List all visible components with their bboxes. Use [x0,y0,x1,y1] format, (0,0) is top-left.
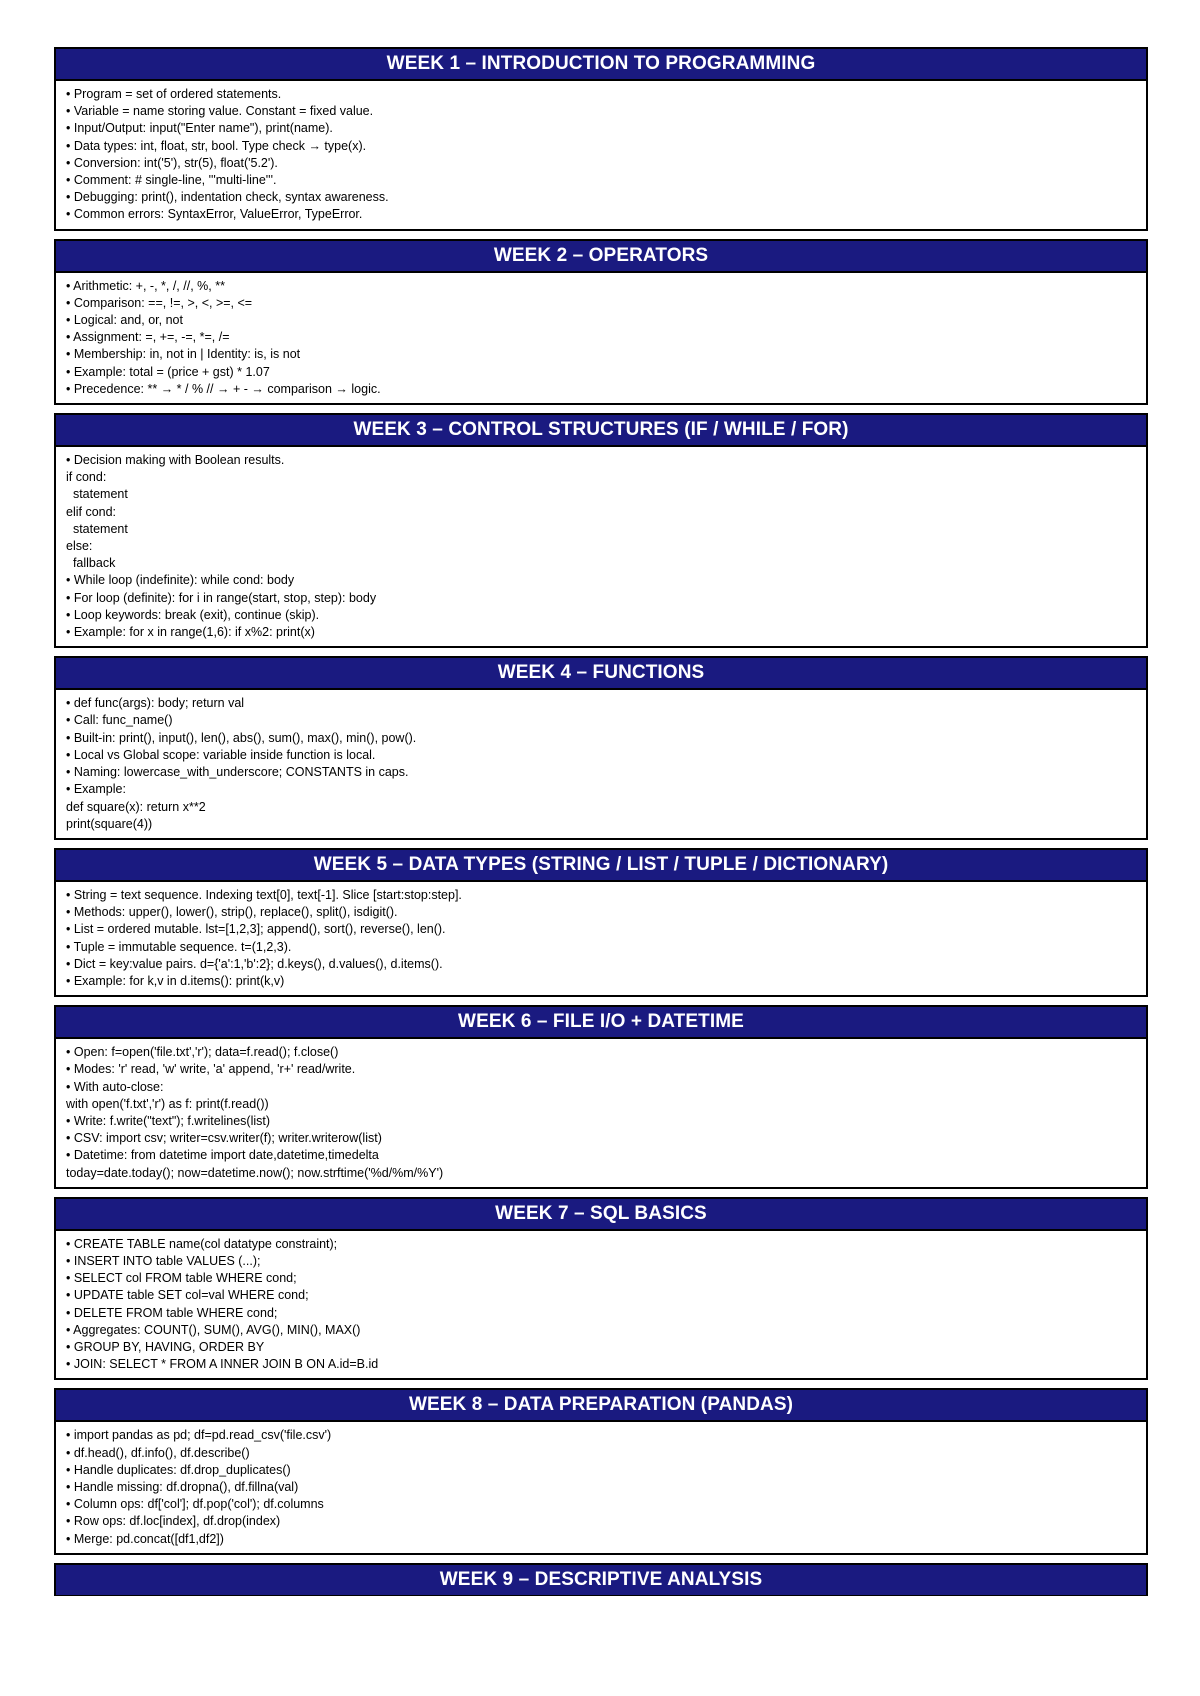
section-line: • Naming: lowercase_with_underscore; CONSTANTS in caps. [66,765,409,780]
section-line: • Handle duplicates: df.drop_duplicates() [66,1462,291,1477]
section-line: • SELECT col FROM table WHERE cond; [66,1271,297,1286]
section-line: • Example: [66,782,126,797]
week-section [54,1388,1148,1554]
section-line: • Example: total = (price + gst) * 1.07 [66,364,270,379]
section-title: WEEK 9 – DESCRIPTIVE ANALYSIS [56,1565,1146,1595]
section-line: • Precedence: ** → * / % // → + - → comparison → logic. [66,381,381,396]
section-body [56,1231,1146,1379]
section-title: WEEK 3 – CONTROL STRUCTURES (IF / WHILE / FOR) [56,415,1146,447]
section-line: • CREATE TABLE name(col datatype constraint); [66,1236,338,1251]
section-line: • String = text sequence. Indexing text[0], text[-1]. Slice [start:stop:step]. [66,887,462,902]
section-line: else: [66,539,93,554]
section-line: • Loop keywords: break (exit), continue (skip). [66,607,320,622]
section-line: • Membership: in, not in | Identity: is, is not [66,347,301,362]
section-line: print(square(4)) [66,816,153,831]
section-line: • Datetime: from datetime import date,datetime,timedelta [66,1148,379,1163]
section-line: • Modes: 'r' read, 'w' write, 'a' append, 'r+' read/write. [66,1062,356,1077]
section-line: • Program = set of ordered statements. [66,87,282,101]
section-line: • Call: func_name() [66,713,173,728]
section-line: • Methods: upper(), lower(), strip(), replace(), split(), isdigit(). [66,905,398,920]
section-line: • Data types: int, float, str, bool. Type check → type(x). [66,138,367,153]
section-line: • INSERT INTO table VALUES (...); [66,1253,261,1268]
week-section [54,47,1148,231]
week-section [54,413,1148,648]
section-line: • Row ops: df.loc[index], df.drop(index) [66,1514,281,1529]
section-line: • Logical: and, or, not [66,313,183,328]
section-line: fallback [66,556,116,571]
section-line: statement [66,487,128,502]
section-title: WEEK 2 – OPERATORS [56,241,1146,273]
section-line: • Conversion: int('5'), str(5), float('5.2'). [66,155,278,170]
section-line: with open('f.txt','r') as f: print(f.read()) [66,1096,269,1111]
week-section [54,1563,1148,1596]
section-body [56,273,1146,403]
section-title: WEEK 6 – FILE I/O + DATETIME [56,1007,1146,1039]
section-line: • Comparison: ==, !=, >, <, >=, <= [66,295,253,310]
section-title: WEEK 5 – DATA TYPES (STRING / LIST / TUPLE / DICTIONARY) [56,850,1146,882]
section-line: • Tuple = immutable sequence. t=(1,2,3). [66,939,292,954]
section-line: • For loop (definite): for i in range(start, stop, step): body [66,590,377,605]
section-body [56,81,1146,229]
section-line: • Variable = name storing value. Constant = fixed value. [66,104,374,119]
section-line: • def func(args): body; return val [66,696,245,711]
section-line: • Decision making with Boolean results. [66,453,285,468]
section-line: • Aggregates: COUNT(), SUM(), AVG(), MIN(), MAX() [66,1322,361,1337]
section-line: • Comment: # single-line, '''multi-line'''. [66,173,277,188]
section-body [56,1039,1146,1187]
week-section [54,848,1148,997]
section-body [56,690,1146,838]
section-line: • Common errors: SyntaxError, ValueError, TypeError. [66,207,363,222]
section-line: if cond: [66,470,107,485]
section-line: • With auto-close: [66,1079,164,1094]
week-section [54,239,1148,405]
section-title: WEEK 7 – SQL BASICS [56,1199,1146,1231]
section-line: def square(x): return x**2 [66,799,206,814]
section-line: • UPDATE table SET col=val WHERE cond; [66,1288,309,1303]
section-line: • GROUP BY, HAVING, ORDER BY [66,1339,265,1354]
section-line: • Example: for x in range(1,6): if x%2: print(x) [66,625,315,640]
week-section [54,656,1148,840]
section-line: • Arithmetic: +, -, *, /, //, %, ** [66,278,225,293]
section-line: • Open: f=open('file.txt','r'); data=f.read(); f.close() [66,1045,339,1060]
section-line: • Local vs Global scope: variable inside function is local. [66,747,376,762]
section-line: • Input/Output: input("Enter name"), print(name). [66,121,333,136]
section-title: WEEK 4 – FUNCTIONS [56,658,1146,690]
section-body [56,447,1146,646]
cheat-sheet-page [54,47,1148,1604]
week-section [54,1197,1148,1381]
section-line: • import pandas as pd; df=pd.read_csv('file.csv') [66,1428,332,1443]
section-line: • Write: f.write("text"); f.writelines(list) [66,1113,271,1128]
section-line: • Built-in: print(), input(), len(), abs(), sum(), max(), min(), pow(). [66,730,417,745]
section-line: • Example: for k,v in d.items(): print(k,v) [66,973,285,988]
section-line: • DELETE FROM table WHERE cond; [66,1305,278,1320]
section-line: • Debugging: print(), indentation check, syntax awareness. [66,190,389,205]
section-title: WEEK 1 – INTRODUCTION TO PROGRAMMING [56,49,1146,81]
section-line: • Column ops: df['col']; df.pop('col'); df.columns [66,1497,324,1512]
section-line: • Dict = key:value pairs. d={'a':1,'b':2}; d.keys(), d.values(), d.items(). [66,956,443,971]
section-line: • While loop (indefinite): while cond: body [66,573,295,588]
section-title: WEEK 8 – DATA PREPARATION (PANDAS) [56,1390,1146,1422]
section-line: • Assignment: =, +=, -=, *=, /= [66,330,230,345]
section-line: • List = ordered mutable. lst=[1,2,3]; append(), sort(), reverse(), len(). [66,922,446,937]
week-section [54,1005,1148,1189]
section-line: • Merge: pd.concat([df1,df2]) [66,1531,224,1546]
section-line: statement [66,521,128,536]
section-body [56,1422,1146,1552]
section-line: • Handle missing: df.dropna(), df.fillna(val) [66,1479,299,1494]
section-line: today=date.today(); now=datetime.now(); now.strftime('%d/%m/%Y') [66,1165,444,1180]
section-line: • JOIN: SELECT * FROM A INNER JOIN B ON A.id=B.id [66,1357,379,1372]
section-line: • df.head(), df.info(), df.describe() [66,1445,250,1460]
section-line: • CSV: import csv; writer=csv.writer(f); writer.writerow(list) [66,1131,382,1146]
section-body [56,882,1146,995]
section-line: elif cond: [66,504,117,519]
